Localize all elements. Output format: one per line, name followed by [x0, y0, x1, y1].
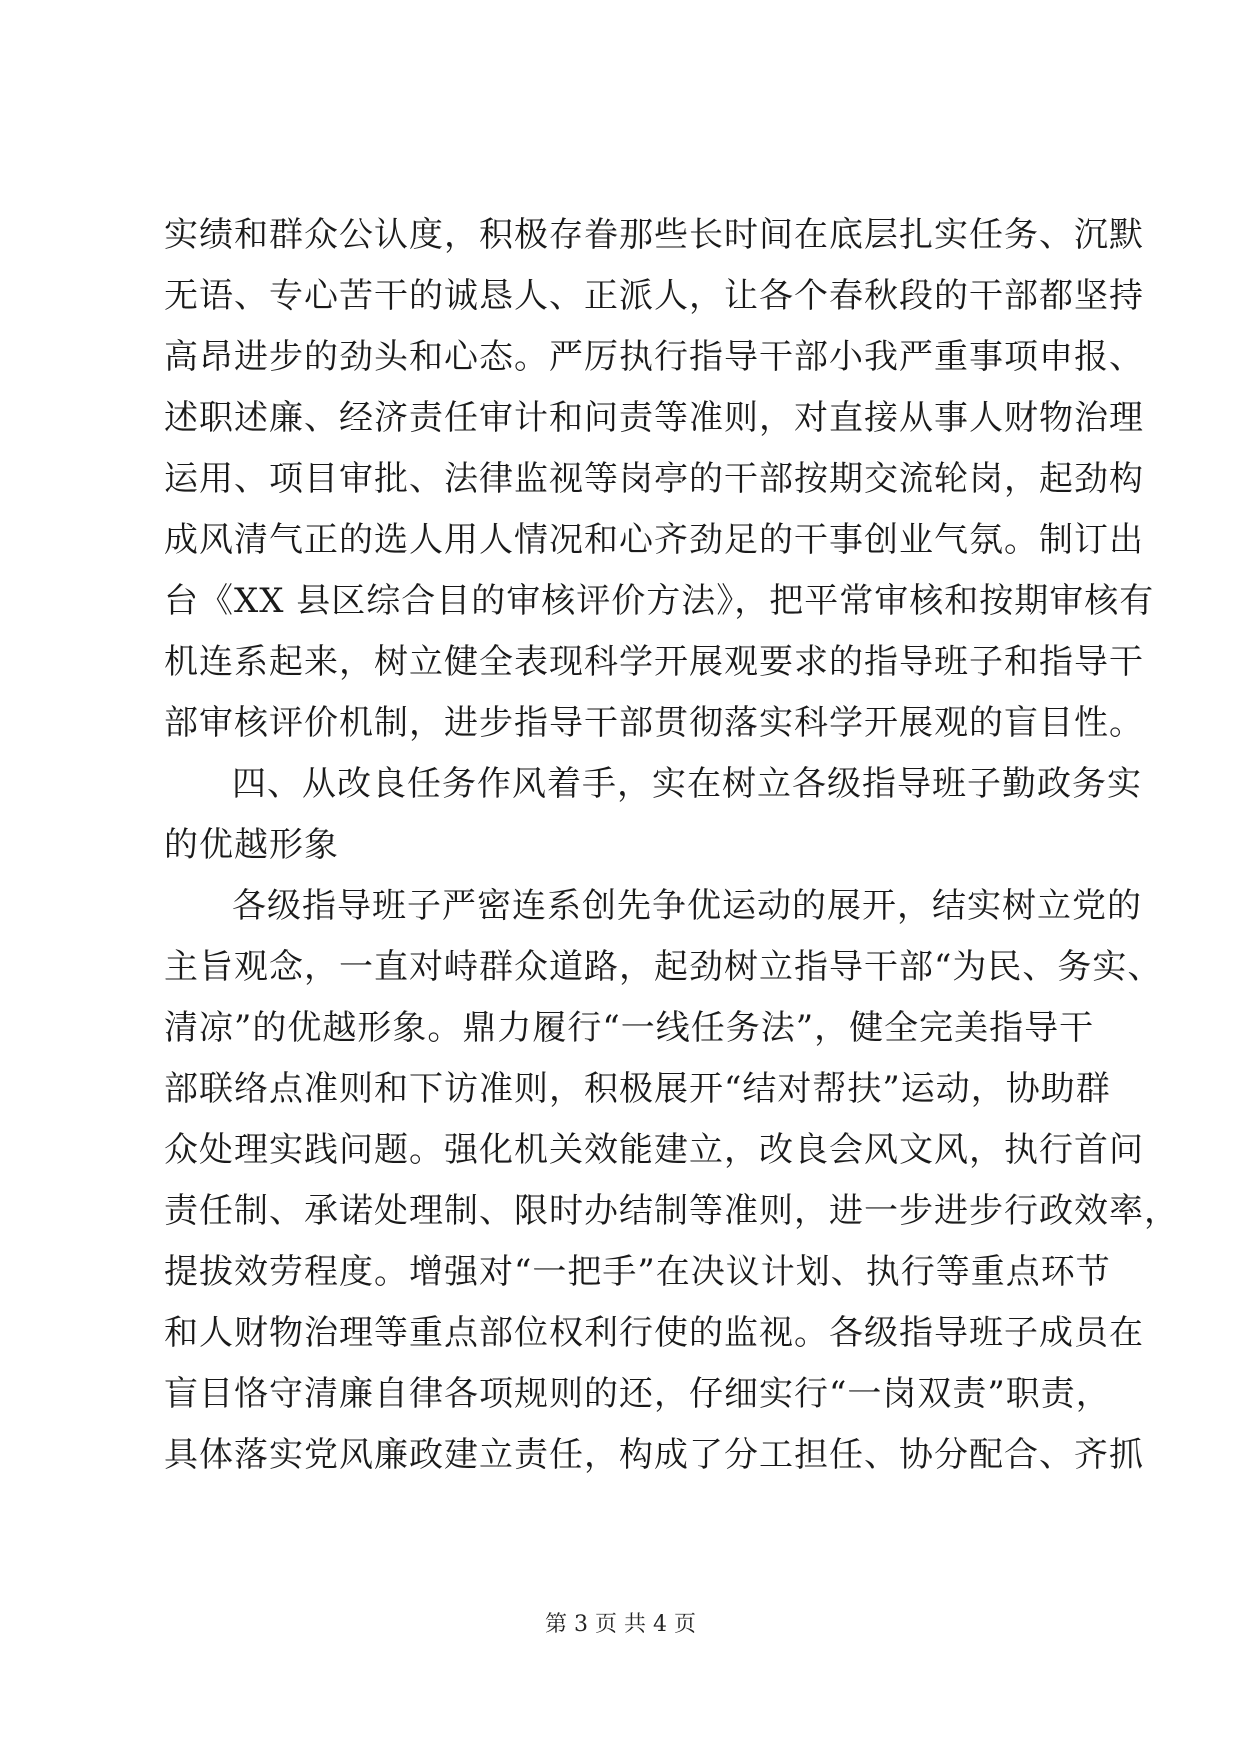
section-heading-line: 的优越形象 — [164, 825, 339, 865]
text-line: 提拔效劳程度。增强对“一把手”在决议计划、执行等重点环节 — [164, 1252, 1111, 1292]
text-line: 述职述廉、经济责任审计和问责等准则，对直接从事人财物治理 — [164, 398, 1144, 438]
text-line: 高昂进步的劲头和心态。严厉执行指导干部小我严重事项申报、 — [164, 337, 1144, 377]
text-line: 和人财物治理等重点部位权利行使的监视。各级指导班子成员在 — [164, 1313, 1144, 1353]
text-line: 运用、项目审批、法律监视等岗亭的干部按期交流轮岗，起劲构 — [164, 459, 1144, 499]
text-line: 众处理实践问题。强化机关效能建立，改良会风文风，执行首问 — [164, 1130, 1144, 1170]
text-line: 各级指导班子严密连系创先争优运动的展开，结实树立党的 — [232, 886, 1142, 926]
text-line: 台《XX 县区综合目的审核评价方法》，把平常审核和按期审核有 — [164, 581, 1155, 621]
section-heading-line: 四、从改良任务作风着手，实在树立各级指导班子勤政务实 — [232, 764, 1142, 804]
text-line: 责任制、承诺处理制、限时办结制等准则，进一步进步行政效率， — [164, 1191, 1179, 1231]
text-line: 实绩和群众公认度，积极存眷那些长时间在底层扎实任务、沉默 — [164, 215, 1144, 255]
text-line: 部审核评价机制，进步指导干部贯彻落实科学开展观的盲目性。 — [164, 703, 1144, 743]
text-line: 主旨观念，一直对峙群众道路，起劲树立指导干部“为民、务实、 — [164, 947, 1163, 987]
text-line: 成风清气正的选人用人情况和心齐劲足的干事创业气氛。制订出 — [164, 520, 1144, 560]
text-line: 清凉”的优越形象。鼎力履行“一线任务法”，健全完美指导干 — [164, 1008, 1095, 1048]
text-line: 盲目恪守清廉自律各项规则的还，仔细实行“一岗双责”职责， — [164, 1374, 1111, 1414]
text-line: 机连系起来，树立健全表现科学开展观要求的指导班子和指导干 — [164, 642, 1144, 682]
page-number-footer: 第 3 页 共 4 页 — [545, 1612, 696, 1637]
body-text — [164, 205, 1179, 1486]
text-line: 部联络点准则和下访准则，积极展开“结对帮扶”运动，协助群 — [164, 1069, 1111, 1109]
text-line: 具体落实党风廉政建立责任，构成了分工担任、协分配合、齐抓 — [164, 1435, 1144, 1475]
text-line: 无语、专心苦干的诚恳人、正派人，让各个春秋段的干部都坚持 — [164, 276, 1144, 316]
